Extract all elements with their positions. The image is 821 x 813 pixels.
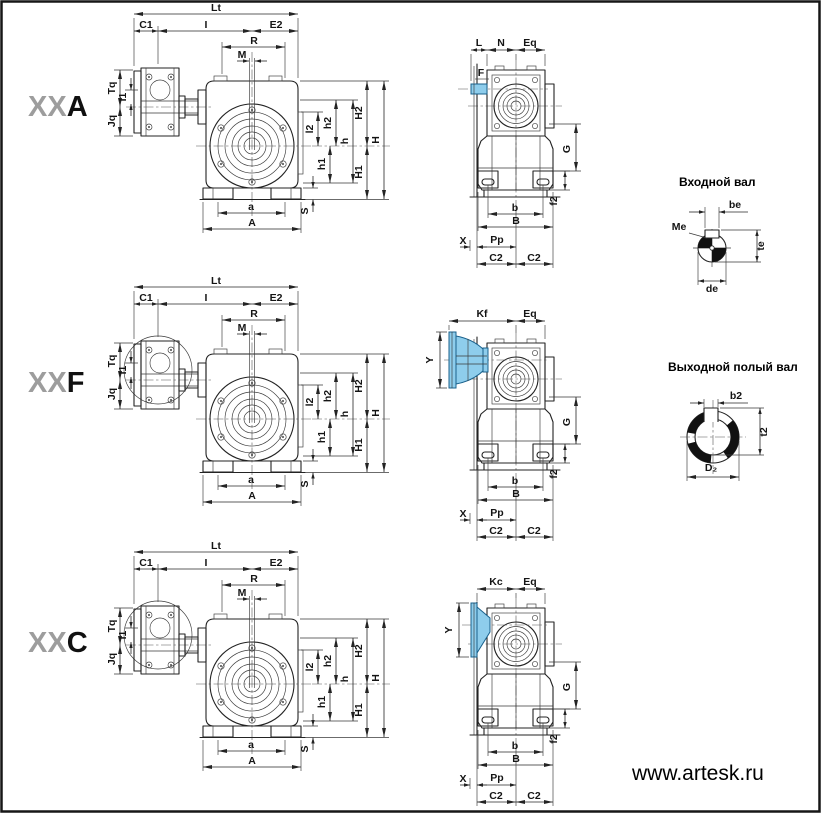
dim-label: G bbox=[561, 144, 573, 154]
dim-label: I bbox=[204, 557, 208, 569]
dim-label: a bbox=[248, 201, 254, 213]
model-letter: A bbox=[66, 91, 88, 123]
dim-label: Jq bbox=[106, 114, 118, 128]
dim-label: Jq bbox=[106, 652, 118, 666]
dim-label: F bbox=[477, 67, 485, 79]
dim-label: H2 bbox=[353, 379, 365, 393]
dim-label: Eq bbox=[523, 308, 537, 320]
dim-label: C2 bbox=[489, 252, 503, 264]
input-shaft-variant bbox=[458, 50, 548, 94]
dim-label: f2 bbox=[548, 734, 560, 744]
row-xxc bbox=[28, 540, 581, 806]
input-shaft-detail bbox=[672, 175, 767, 295]
dim-label: Pp bbox=[490, 772, 504, 784]
dim-label: Lt bbox=[211, 275, 221, 287]
page-border bbox=[2, 2, 820, 812]
watermark: www.artesk.ru bbox=[632, 762, 764, 785]
dim-label: h1 bbox=[316, 430, 328, 444]
model-label-xxf bbox=[28, 367, 84, 399]
row-xxa bbox=[28, 2, 581, 268]
model-prefix: XX bbox=[28, 91, 67, 123]
front-view bbox=[126, 325, 312, 489]
dim-label: X bbox=[459, 773, 467, 785]
dim-label: Tq bbox=[106, 354, 118, 368]
dim-label: S bbox=[299, 745, 311, 753]
dim-label: X bbox=[459, 508, 467, 520]
dim-label: Tq bbox=[106, 619, 118, 633]
keyway-slot bbox=[704, 408, 718, 422]
dim-label: H1 bbox=[353, 703, 365, 717]
model-letter: F bbox=[66, 367, 85, 399]
dim-label: Y bbox=[443, 626, 455, 634]
dim-label: A bbox=[248, 755, 256, 767]
row-xxf bbox=[28, 275, 581, 541]
dim-label: te bbox=[755, 241, 767, 251]
model-letter: C bbox=[66, 627, 88, 659]
dim-label: C2 bbox=[527, 525, 541, 537]
dim-label: H bbox=[370, 136, 382, 144]
dim-label: L bbox=[475, 37, 483, 49]
output-hollow-shaft-detail bbox=[668, 360, 798, 481]
dim-label: B bbox=[512, 488, 520, 500]
dim-label: b bbox=[511, 475, 519, 487]
dim-label: C1 bbox=[139, 19, 153, 31]
front-view bbox=[126, 590, 312, 754]
dim-label: S bbox=[299, 207, 311, 215]
dim-label: h1 bbox=[316, 695, 328, 709]
dim-label: H2 bbox=[353, 644, 365, 658]
dim-label: Kc bbox=[489, 576, 503, 588]
dim-label: G bbox=[561, 417, 573, 427]
dim-label: Pp bbox=[490, 234, 504, 246]
dim-label: t2 bbox=[758, 427, 770, 437]
dim-label: a bbox=[248, 474, 254, 486]
dim-label: h bbox=[339, 675, 351, 683]
dim-label: S bbox=[299, 480, 311, 488]
dim-label: Lt bbox=[211, 2, 221, 14]
dim-label: N bbox=[497, 37, 505, 49]
dim-label: A bbox=[248, 490, 256, 502]
dim-label: Y bbox=[424, 356, 436, 364]
dim-label: h bbox=[339, 137, 351, 145]
dim-label: a bbox=[248, 739, 254, 751]
dim-label: E2 bbox=[269, 557, 283, 569]
dim-label: R bbox=[250, 35, 258, 47]
front-view bbox=[126, 52, 312, 216]
dim-label: Pp bbox=[490, 507, 504, 519]
dim-label: h1 bbox=[316, 157, 328, 171]
dim-label: M bbox=[237, 587, 247, 599]
dim-label: h2 bbox=[322, 116, 334, 130]
dim-label: f2 bbox=[548, 469, 560, 479]
dim-label: H1 bbox=[353, 438, 365, 452]
dim-label: l2 bbox=[304, 662, 316, 672]
dim-label: l2 bbox=[304, 124, 316, 134]
dim-label: Me bbox=[671, 221, 687, 233]
dim-label: C2 bbox=[527, 790, 541, 802]
model-label-xxa bbox=[28, 91, 88, 123]
dim-label: X bbox=[459, 235, 467, 247]
dim-label: Jq bbox=[106, 387, 118, 401]
dim-label: I bbox=[204, 292, 208, 304]
dim-label: I1 bbox=[117, 630, 129, 640]
dim-label: C2 bbox=[489, 790, 503, 802]
dim-label: h bbox=[339, 410, 351, 418]
dim-label: G bbox=[561, 682, 573, 692]
dim-label: b bbox=[511, 740, 519, 752]
dim-label: l2 bbox=[304, 397, 316, 407]
dim-label: Kf bbox=[476, 308, 488, 320]
input-shaft-title: Входной вал bbox=[679, 175, 756, 189]
key-section bbox=[705, 230, 719, 238]
dim-label: be bbox=[728, 199, 742, 211]
model-prefix: XX bbox=[28, 367, 67, 399]
dim-label: B bbox=[512, 215, 520, 227]
dim-label: H bbox=[370, 409, 382, 417]
dim-label: I1 bbox=[117, 92, 129, 102]
dim-label: A bbox=[248, 217, 256, 229]
dim-label: Eq bbox=[523, 37, 537, 49]
side-view bbox=[468, 60, 562, 207]
dim-label: R bbox=[250, 308, 258, 320]
dim-label: h2 bbox=[322, 389, 334, 403]
dim-label: f2 bbox=[548, 196, 560, 206]
dim-label: C2 bbox=[527, 252, 541, 264]
dim-label: E2 bbox=[269, 292, 283, 304]
dim-label: E2 bbox=[269, 19, 283, 31]
dim-label: b2 bbox=[729, 390, 743, 402]
dim-label: H bbox=[370, 674, 382, 682]
dim-label: I bbox=[204, 19, 208, 31]
output-shaft-title: Выходной полый вал bbox=[668, 360, 798, 374]
dim-label: Eq bbox=[523, 576, 537, 588]
dim-label: h2 bbox=[322, 654, 334, 668]
dim-label: D₂ bbox=[704, 462, 718, 474]
model-label-xxc bbox=[28, 627, 88, 659]
dim-label: C1 bbox=[139, 292, 153, 304]
dim-label: de bbox=[705, 283, 719, 295]
dim-label: Lt bbox=[211, 540, 221, 552]
dim-label: H1 bbox=[353, 165, 365, 179]
dim-label: Tq bbox=[106, 81, 118, 95]
dim-label: b bbox=[511, 202, 519, 214]
dim-label: H2 bbox=[353, 106, 365, 120]
dim-label: R bbox=[250, 573, 258, 585]
dim-label: M bbox=[237, 49, 247, 61]
compact-bell-variant bbox=[456, 589, 548, 657]
model-prefix: XX bbox=[28, 627, 67, 659]
dim-label: C1 bbox=[139, 557, 153, 569]
dim-label: C2 bbox=[489, 525, 503, 537]
dim-label: B bbox=[512, 753, 520, 765]
dim-label: I1 bbox=[117, 365, 129, 375]
dim-label: M bbox=[237, 322, 247, 334]
